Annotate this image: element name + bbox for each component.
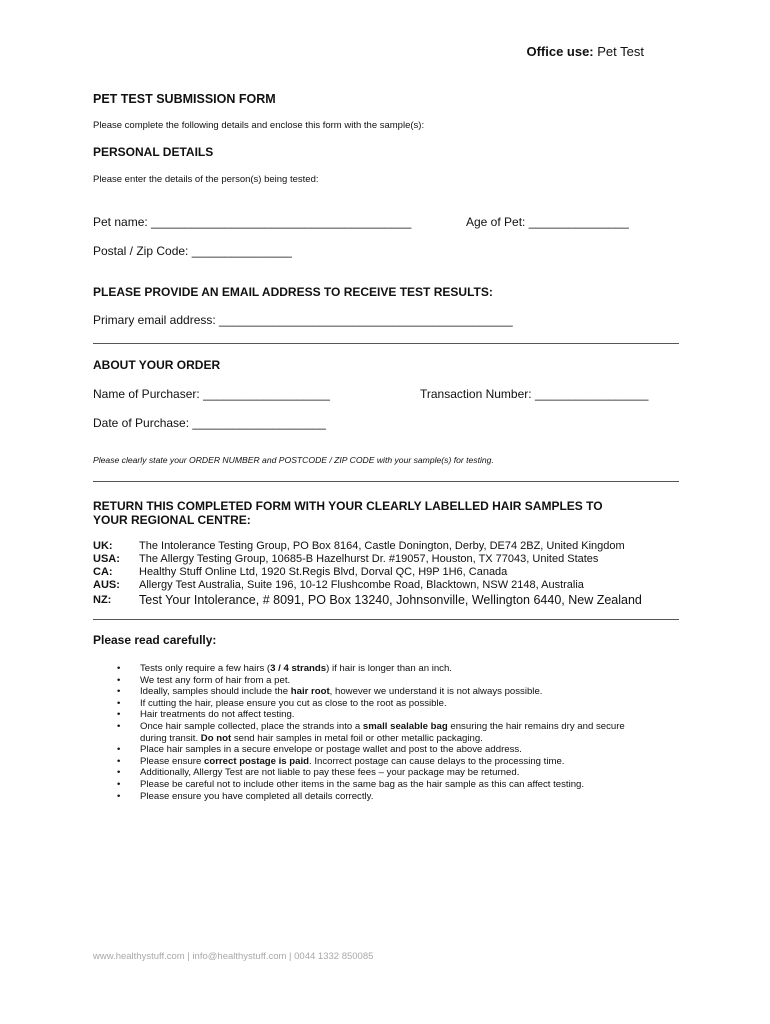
region-row-uk [93, 540, 642, 553]
purchaser-label: Name of Purchaser: [93, 387, 200, 401]
careful-item-text: Do not [200, 732, 232, 744]
region-address: Allergy Test Australia, Suite 196, 10-12 Flushcombe Road, Blacktown, NSW 2148, Australia [139, 579, 584, 591]
divider [93, 619, 679, 620]
careful-item-text: correct postage is paid [204, 755, 310, 767]
personal-heading: PERSONAL DETAILS [93, 145, 214, 159]
pet-name-label: Pet name: [93, 215, 148, 229]
careful-item-text: . Incorrect postage can cause delays to the processing time. [309, 755, 565, 767]
careful-item-text: Hair treatments do not affect testing. [140, 709, 295, 721]
careful-item-text: Additionally, Allergy Test are not liable to pay these fees – your package may be returned. [140, 767, 520, 779]
transaction-label: Transaction Number: [420, 387, 532, 401]
region-row-nz [93, 592, 642, 608]
careful-item-text: If cutting the hair, please ensure you cut as close to the root as possible. [140, 697, 447, 709]
transaction-field[interactable] [420, 387, 648, 401]
region-address: Test Your Intolerance, # 8091, PO Box 13240, Johnsonville, Wellington 6440, New Zealand [139, 593, 642, 607]
careful-item [93, 779, 653, 791]
careful-item-text: Place hair samples in a secure envelope or postage wallet and post to the above address. [140, 744, 522, 756]
transaction-blank[interactable]: _________________ [534, 387, 649, 401]
careful-item [93, 791, 653, 803]
pet-age-field[interactable] [466, 215, 629, 229]
purchaser-blank[interactable]: ___________________ [203, 387, 330, 401]
email-heading: PLEASE PROVIDE AN EMAIL ADDRESS TO RECEIVE TEST RESULTS: [93, 285, 493, 299]
careful-item-text: Ideally, samples should include the [140, 686, 291, 698]
intro-text: Please complete the following details and enclose this form with the sample(s): [93, 120, 425, 131]
divider [93, 343, 679, 344]
email-blank[interactable]: ____________________________________________ [219, 313, 513, 327]
office-use-value: Pet Test [597, 44, 644, 59]
region-code: NZ: [93, 594, 112, 606]
pet-name-field[interactable] [93, 215, 411, 229]
careful-item-text: Tests only require a few hairs ( [140, 663, 271, 674]
careful-item-text: hair root [290, 686, 330, 698]
careful-item-text: Please ensure [140, 755, 204, 767]
careful-item [93, 675, 653, 687]
careful-item-text: , however we understand it is not always possible. [329, 686, 543, 698]
pet-name-blank[interactable]: _______________________________________ [151, 215, 412, 229]
region-row-usa [93, 553, 642, 566]
careful-heading: Please read carefully: [93, 633, 217, 647]
careful-item [93, 721, 653, 744]
region-code: AUS: [93, 579, 120, 591]
purchase-date-field[interactable] [93, 416, 326, 430]
careful-item-text: send hair samples in metal foil or other metallic packaging. [231, 732, 483, 744]
pet-age-blank[interactable]: _______________ [528, 215, 629, 229]
postal-blank[interactable]: _______________ [191, 244, 292, 258]
careful-item-text: Once hair sample collected, place the strands into a [140, 720, 363, 732]
regional-centres [93, 540, 642, 608]
purchase-date-blank[interactable]: ____________________ [192, 416, 326, 430]
pet-age-label: Age of Pet: [466, 215, 526, 229]
region-code: CA: [93, 566, 113, 578]
careful-item [93, 663, 653, 675]
careful-item-text: ) if hair is longer than an inch. [326, 663, 452, 674]
careful-list [93, 663, 653, 802]
careful-item [93, 698, 653, 710]
careful-item-text: small sealable bag [362, 720, 448, 732]
region-address: The Allergy Testing Group, 10685-B Hazelhurst Dr. #19057, Houston, TX 77043, United States [139, 553, 599, 565]
careful-item [93, 767, 653, 779]
careful-item-text: Please be careful not to include other items in the same bag as the hair sample as this can affect testing. [140, 778, 585, 790]
careful-item [93, 744, 653, 756]
careful-item [93, 709, 653, 721]
careful-item [93, 756, 653, 768]
region-code: UK: [93, 540, 113, 552]
region-address: Healthy Stuff Online Ltd, 1920 St.Regis Blvd, Dorval QC, H9P 1H6, Canada [139, 566, 508, 578]
email-field[interactable] [93, 313, 513, 327]
purchase-date-label: Date of Purchase: [93, 416, 190, 430]
postal-field[interactable] [93, 244, 292, 258]
form-title: PET TEST SUBMISSION FORM [93, 92, 276, 106]
careful-item-text: ensuring the hair remains dry and secure during transit. [140, 720, 625, 744]
region-address: The Intolerance Testing Group, PO Box 8164, Castle Donington, Derby, DE74 2BZ, United Kingdom [139, 540, 625, 552]
return-heading-line1: RETURN THIS COMPLETED FORM WITH YOUR CLEARLY LABELLED HAIR SAMPLES TO [93, 499, 603, 513]
region-code: USA: [93, 553, 120, 565]
region-row-ca [93, 566, 642, 579]
careful-item-text: 3 / 4 strands [270, 663, 327, 674]
purchaser-field[interactable] [93, 387, 330, 401]
personal-instruction: Please enter the details of the person(s) being tested: [93, 174, 319, 185]
careful-item-text: We test any form of hair from a pet. [140, 674, 291, 686]
footer-contact: www.healthystuff.com | info@healthystuff.com | 0044 1332 850085 [93, 951, 374, 962]
careful-item-text: Please ensure you have completed all details correctly. [140, 790, 374, 802]
order-heading: ABOUT YOUR ORDER [93, 358, 221, 372]
order-note: Please clearly state your ORDER NUMBER and POSTCODE / ZIP CODE with your sample(s) for testing. [93, 455, 494, 465]
return-heading-line2: YOUR REGIONAL CENTRE: [93, 513, 251, 527]
region-row-aus [93, 579, 642, 592]
divider [93, 481, 679, 482]
postal-label: Postal / Zip Code: [93, 244, 189, 258]
email-label: Primary email address: [93, 313, 216, 327]
office-use [526, 44, 644, 59]
careful-item [93, 686, 653, 698]
office-use-label: Office use: [526, 44, 594, 59]
